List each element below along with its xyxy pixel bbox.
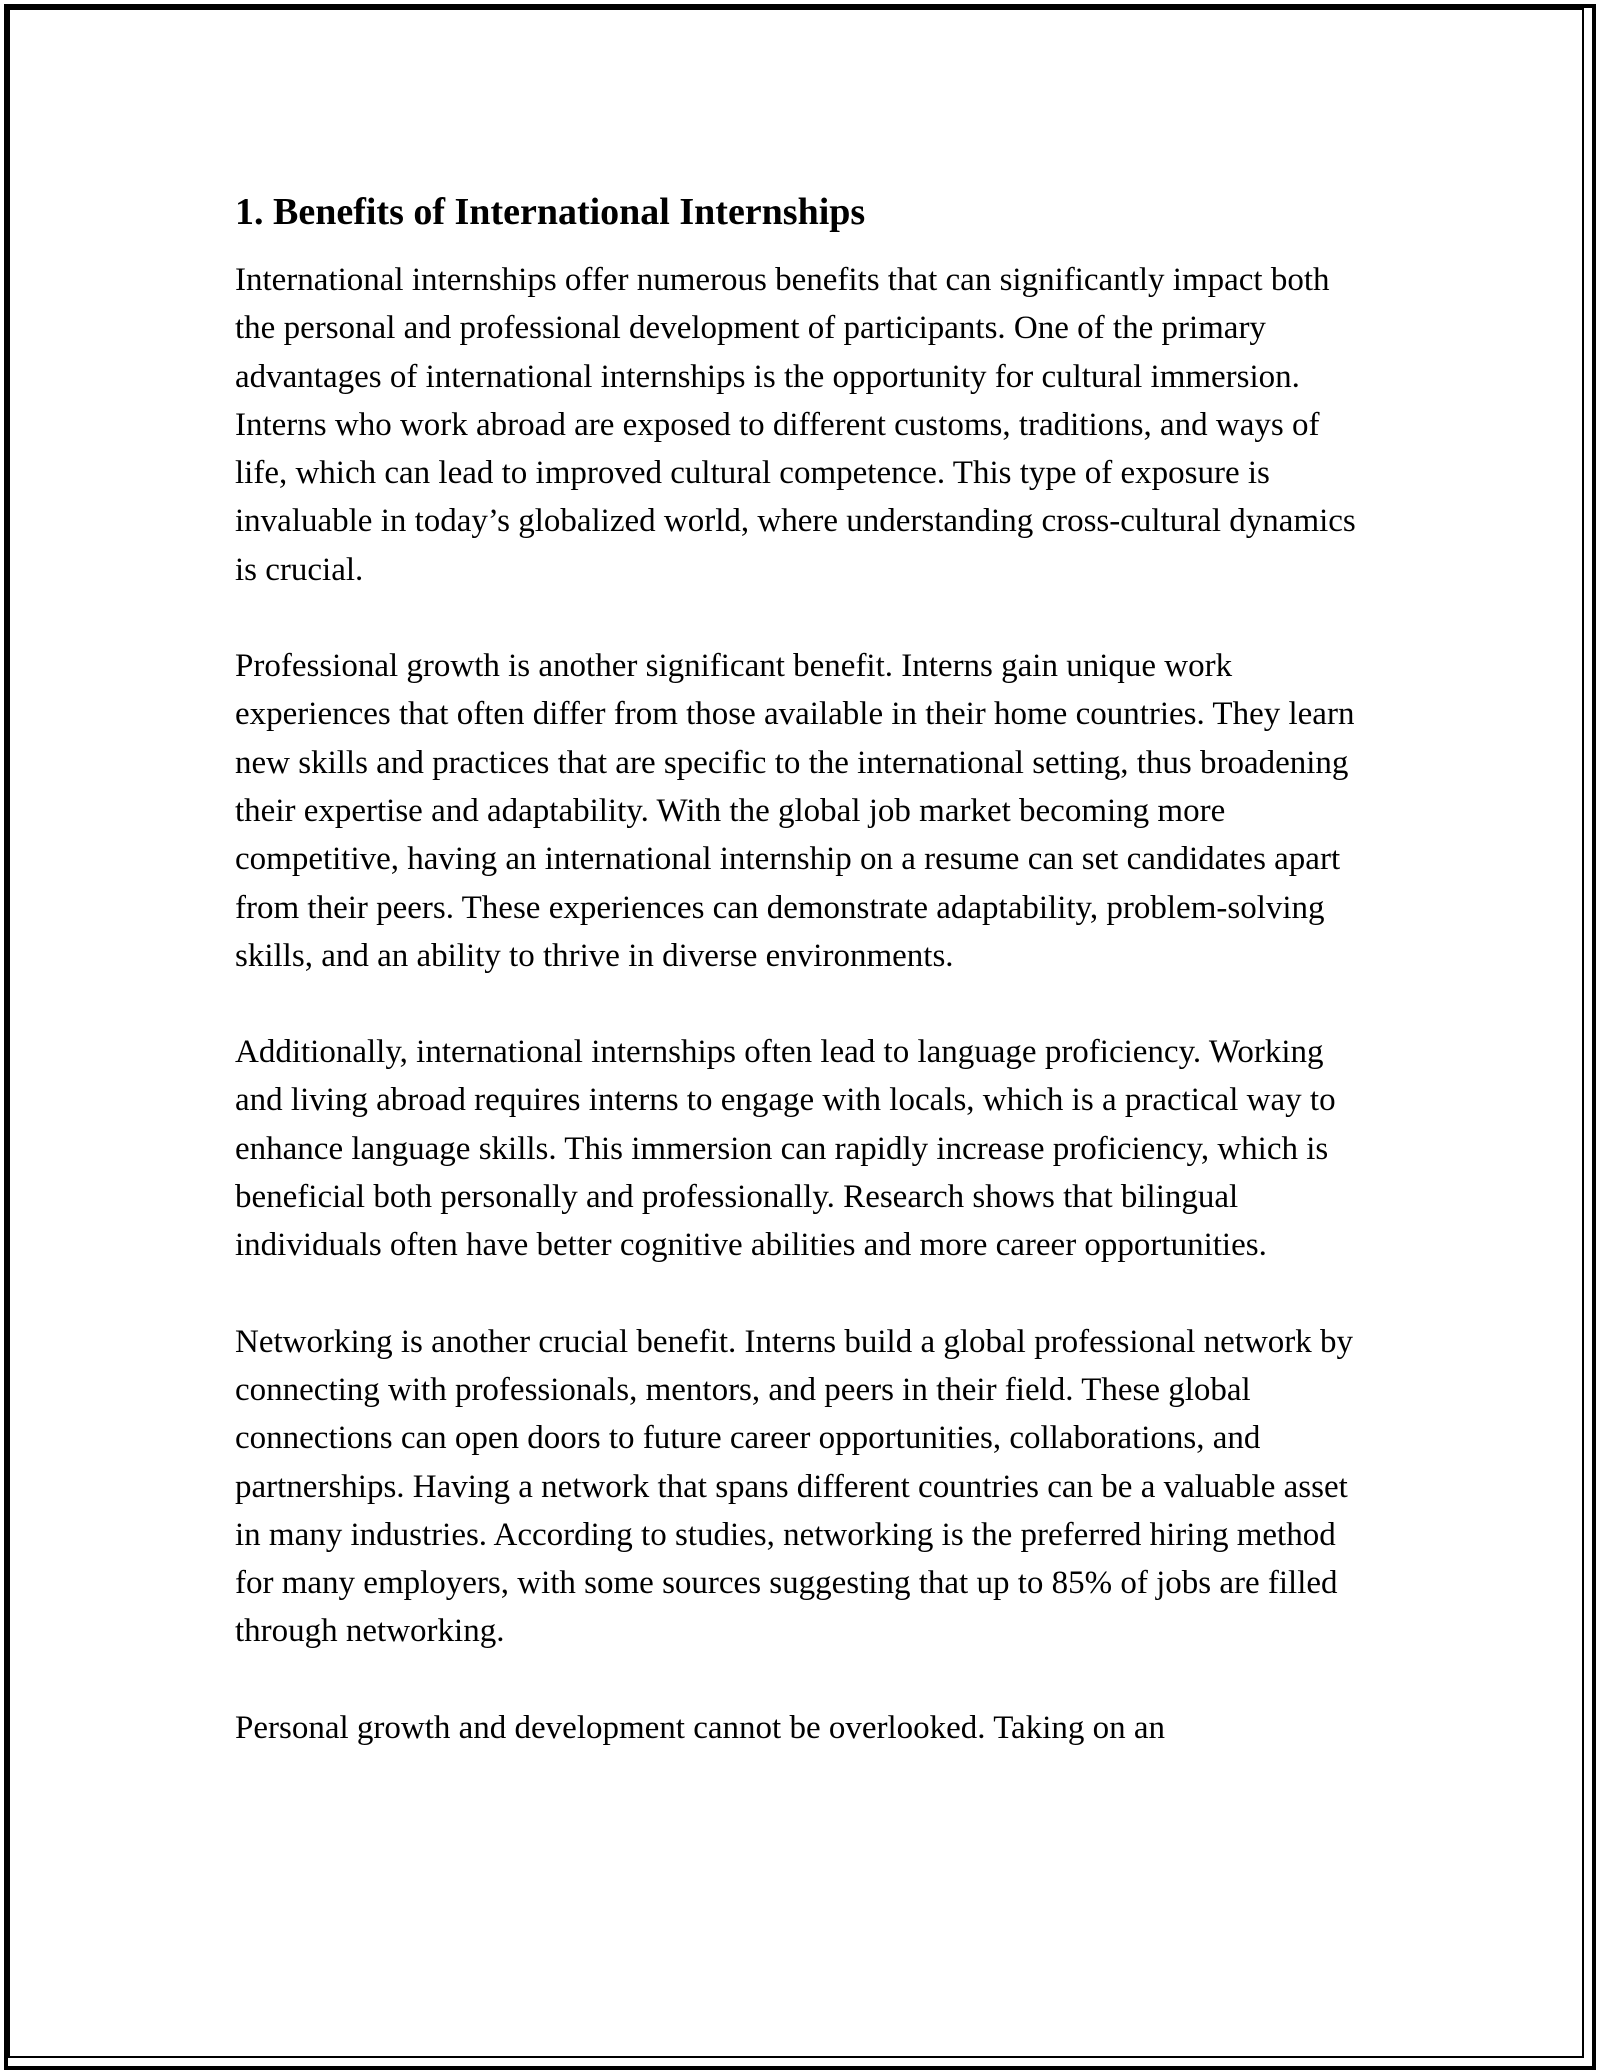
paragraph-language-proficiency: Additionally, international internships often lead to language proficiency. Working and living abroad requires interns to engage with locals, which is a practical way to enhance language skills. This immersion can rapidly increase proficiency, which is beneficial both personally and professionally. Research shows that bilingual individuals often have better cognitive abilities and more career opportunities.	[235, 1034, 1336, 1264]
paragraph-personal-growth: Personal growth and development cannot be overlooked. Taking on an	[235, 1709, 1166, 1746]
paragraph-networking: Networking is another crucial benefit. Interns build a global professional network by connecting with professionals, mentors, and peers in their field. These global connections can open doors to future career opportunities, collaborations, and partnerships. Having a network that spans different countries can be a valuable asset in many industries. According to studies, networking is the preferred hiring method for many employers, with some sources suggesting that up to 85% of jobs are filled through networking.	[235, 1323, 1354, 1650]
document-body	[235, 188, 1365, 1752]
paragraph-cultural-immersion: International internships offer numerous benefits that can significantly impact both the personal and professional development of participants. One of the primary advantages of international internships is the opportunity for cultural immersion. Interns who work abroad are exposed to different customs, traditions, and ways of life, which can lead to improved cultural competence. This type of exposure is invaluable in today’s globalized world, where understanding cross-cultural dynamics is crucial.	[235, 262, 1356, 588]
paragraph-professional-growth: Professional growth is another significant benefit. Interns gain unique work experiences that often differ from those available in their home countries. They learn new skills and practices that are specific to the international setting, thus broadening their expertise and adaptability. With the global job market becoming more competitive, having an international internship on a resume can set candidates apart from their peers. These experiences can demonstrate adaptability, problem-solving skills, and an ability to thrive in diverse environments.	[235, 648, 1355, 974]
section-heading: 1. Benefits of International Internships	[235, 191, 866, 233]
